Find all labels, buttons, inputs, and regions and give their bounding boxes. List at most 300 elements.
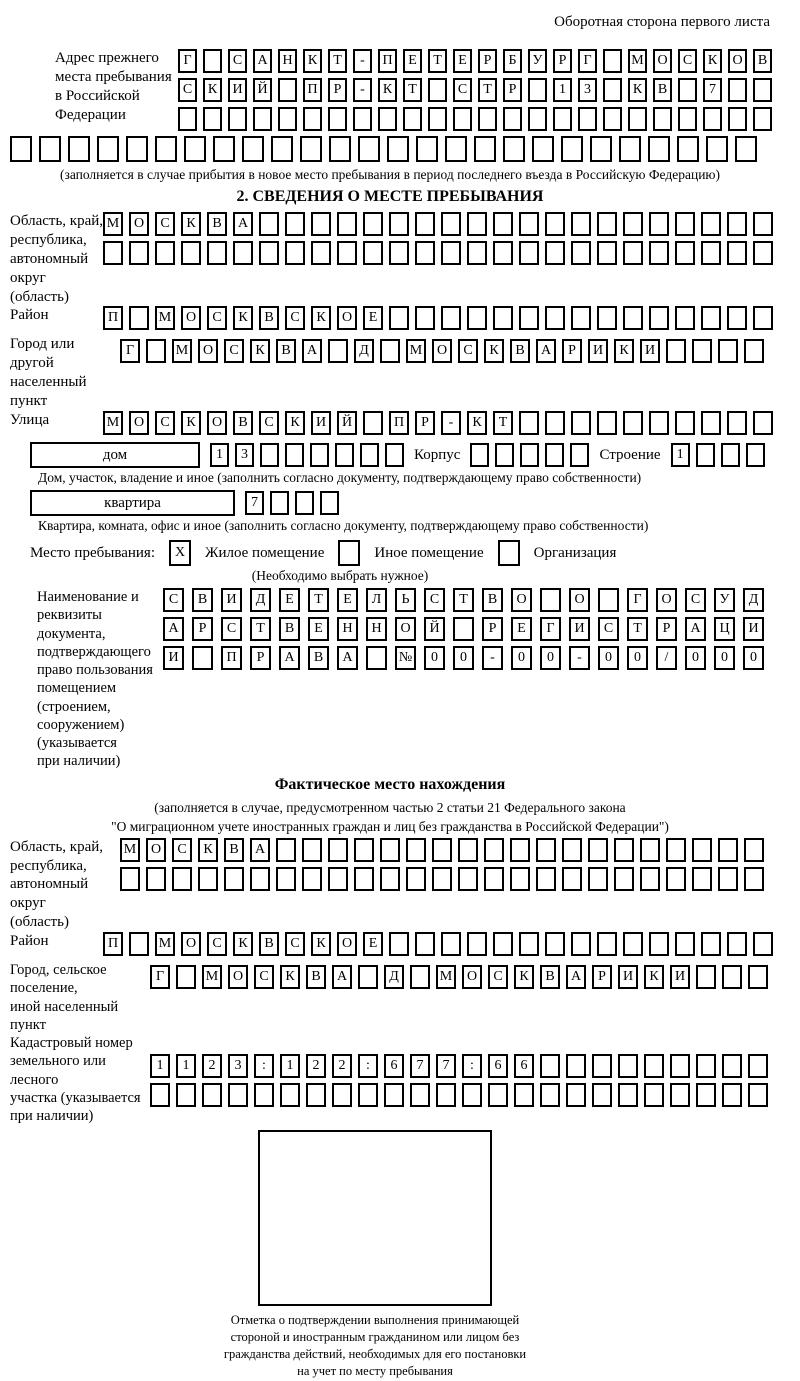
char-cell[interactable]: 0	[627, 646, 648, 670]
char-cell[interactable]	[403, 107, 422, 131]
char-cell[interactable]	[259, 241, 279, 265]
char-cell[interactable]	[458, 838, 478, 862]
char-cell[interactable]	[228, 107, 247, 131]
char-cell[interactable]: Г	[120, 339, 140, 363]
char-cell[interactable]	[718, 339, 738, 363]
char-cell[interactable]	[753, 306, 773, 330]
char-cell[interactable]: Е	[308, 617, 329, 641]
char-cell[interactable]	[718, 838, 738, 862]
char-cell[interactable]: К	[198, 838, 218, 862]
char-cell[interactable]: Р	[482, 617, 503, 641]
char-cell[interactable]: К	[233, 306, 253, 330]
char-cell[interactable]	[207, 241, 227, 265]
char-cell[interactable]	[360, 443, 379, 467]
char-cell[interactable]: 0	[453, 646, 474, 670]
char-cell[interactable]: 7	[436, 1054, 456, 1078]
char-cell[interactable]	[363, 212, 383, 236]
char-cell[interactable]	[540, 1083, 560, 1107]
char-cell[interactable]	[213, 136, 235, 162]
residence-checkbox-org[interactable]	[498, 540, 520, 566]
char-cell[interactable]	[335, 443, 354, 467]
char-cell[interactable]	[696, 965, 716, 989]
char-cell[interactable]: И	[221, 588, 242, 612]
char-cell[interactable]: П	[103, 932, 123, 956]
char-cell[interactable]: №	[395, 646, 416, 670]
char-cell[interactable]	[614, 838, 634, 862]
char-cell[interactable]	[176, 1083, 196, 1107]
char-cell[interactable]	[566, 1054, 586, 1078]
char-cell[interactable]: 1	[671, 443, 690, 467]
char-cell[interactable]: Р	[192, 617, 213, 641]
char-cell[interactable]	[675, 241, 695, 265]
char-cell[interactable]: П	[378, 49, 397, 73]
char-cell[interactable]: В	[540, 965, 560, 989]
char-cell[interactable]	[270, 491, 289, 515]
char-cell[interactable]: Р	[656, 617, 677, 641]
char-cell[interactable]	[285, 443, 304, 467]
char-cell[interactable]	[129, 306, 149, 330]
char-cell[interactable]: А	[233, 212, 253, 236]
char-cell[interactable]	[280, 1083, 300, 1107]
char-cell[interactable]: И	[163, 646, 184, 670]
char-cell[interactable]	[484, 867, 504, 891]
char-cell[interactable]	[545, 932, 565, 956]
char-cell[interactable]	[428, 107, 447, 131]
char-cell[interactable]: О	[181, 932, 201, 956]
char-cell[interactable]: О	[432, 339, 452, 363]
char-cell[interactable]: К	[181, 411, 201, 435]
char-cell[interactable]: И	[640, 339, 660, 363]
char-cell[interactable]	[692, 867, 712, 891]
char-cell[interactable]	[416, 136, 438, 162]
char-cell[interactable]	[562, 867, 582, 891]
char-cell[interactable]: О	[129, 411, 149, 435]
char-cell[interactable]	[696, 443, 715, 467]
char-cell[interactable]	[172, 867, 192, 891]
char-cell[interactable]	[328, 838, 348, 862]
char-cell[interactable]	[300, 136, 322, 162]
char-cell[interactable]	[453, 617, 474, 641]
char-cell[interactable]	[653, 107, 672, 131]
char-cell[interactable]	[727, 306, 747, 330]
char-cell[interactable]	[748, 1054, 768, 1078]
char-cell[interactable]	[467, 932, 487, 956]
char-cell[interactable]	[259, 212, 279, 236]
char-cell[interactable]	[358, 136, 380, 162]
char-cell[interactable]: А	[163, 617, 184, 641]
char-cell[interactable]: Г	[540, 617, 561, 641]
char-cell[interactable]: К	[378, 78, 397, 102]
char-cell[interactable]: Д	[743, 588, 764, 612]
char-cell[interactable]	[735, 136, 757, 162]
char-cell[interactable]	[570, 443, 589, 467]
char-cell[interactable]	[146, 339, 166, 363]
char-cell[interactable]	[276, 867, 296, 891]
char-cell[interactable]: Ь	[395, 588, 416, 612]
char-cell[interactable]	[677, 136, 699, 162]
char-cell[interactable]: Т	[403, 78, 422, 102]
char-cell[interactable]: К	[233, 932, 253, 956]
char-cell[interactable]	[441, 241, 461, 265]
char-cell[interactable]: С	[285, 932, 305, 956]
char-cell[interactable]: 3	[578, 78, 597, 102]
char-cell[interactable]	[545, 306, 565, 330]
char-cell[interactable]: А	[337, 646, 358, 670]
char-cell[interactable]	[306, 1083, 326, 1107]
char-cell[interactable]: 1	[150, 1054, 170, 1078]
char-cell[interactable]	[746, 443, 765, 467]
char-cell[interactable]	[623, 411, 643, 435]
char-cell[interactable]	[744, 339, 764, 363]
char-cell[interactable]	[467, 241, 487, 265]
char-cell[interactable]	[363, 411, 383, 435]
char-cell[interactable]	[649, 411, 669, 435]
char-cell[interactable]	[311, 241, 331, 265]
char-cell[interactable]	[380, 867, 400, 891]
char-cell[interactable]	[285, 241, 305, 265]
char-cell[interactable]	[640, 867, 660, 891]
char-cell[interactable]	[432, 867, 452, 891]
char-cell[interactable]: И	[743, 617, 764, 641]
char-cell[interactable]	[493, 306, 513, 330]
char-cell[interactable]: В	[510, 339, 530, 363]
char-cell[interactable]	[701, 411, 721, 435]
char-cell[interactable]: К	[280, 965, 300, 989]
char-cell[interactable]	[493, 932, 513, 956]
char-cell[interactable]: 1	[280, 1054, 300, 1078]
char-cell[interactable]	[503, 136, 525, 162]
char-cell[interactable]	[441, 932, 461, 956]
char-cell[interactable]	[675, 932, 695, 956]
char-cell[interactable]	[718, 867, 738, 891]
char-cell[interactable]: Д	[250, 588, 271, 612]
char-cell[interactable]: 6	[488, 1054, 508, 1078]
char-cell[interactable]	[623, 306, 643, 330]
char-cell[interactable]: Т	[308, 588, 329, 612]
char-cell[interactable]: 7	[410, 1054, 430, 1078]
char-cell[interactable]	[493, 212, 513, 236]
char-cell[interactable]: Е	[403, 49, 422, 73]
char-cell[interactable]: Г	[578, 49, 597, 73]
char-cell[interactable]	[618, 1054, 638, 1078]
char-cell[interactable]	[540, 588, 561, 612]
char-cell[interactable]: С	[458, 339, 478, 363]
char-cell[interactable]	[311, 212, 331, 236]
char-cell[interactable]	[295, 491, 314, 515]
char-cell[interactable]: 1	[553, 78, 572, 102]
char-cell[interactable]	[385, 443, 404, 467]
char-cell[interactable]	[553, 107, 572, 131]
char-cell[interactable]	[519, 306, 539, 330]
char-cell[interactable]	[536, 867, 556, 891]
residence-checkbox-inoe[interactable]	[338, 540, 360, 566]
char-cell[interactable]	[545, 443, 564, 467]
char-cell[interactable]: А	[685, 617, 706, 641]
char-cell[interactable]	[562, 838, 582, 862]
char-cell[interactable]	[155, 136, 177, 162]
char-cell[interactable]: Р	[553, 49, 572, 73]
char-cell[interactable]: К	[303, 49, 322, 73]
char-cell[interactable]: И	[618, 965, 638, 989]
char-cell[interactable]: 0	[714, 646, 735, 670]
char-cell[interactable]	[458, 867, 478, 891]
char-cell[interactable]	[150, 1083, 170, 1107]
char-cell[interactable]	[320, 491, 339, 515]
char-cell[interactable]	[753, 212, 773, 236]
char-cell[interactable]: О	[337, 306, 357, 330]
char-cell[interactable]	[410, 965, 430, 989]
char-cell[interactable]	[192, 646, 213, 670]
char-cell[interactable]: Н	[278, 49, 297, 73]
char-cell[interactable]: В	[482, 588, 503, 612]
char-cell[interactable]	[623, 241, 643, 265]
char-cell[interactable]: Р	[592, 965, 612, 989]
char-cell[interactable]	[415, 241, 435, 265]
char-cell[interactable]	[578, 107, 597, 131]
char-cell[interactable]	[598, 588, 619, 612]
char-cell[interactable]	[462, 1083, 482, 1107]
char-cell[interactable]	[571, 241, 591, 265]
dom-type-field[interactable]: дом	[30, 442, 200, 468]
char-cell[interactable]	[678, 107, 697, 131]
char-cell[interactable]	[488, 1083, 508, 1107]
char-cell[interactable]	[706, 136, 728, 162]
char-cell[interactable]: 1	[176, 1054, 196, 1078]
char-cell[interactable]	[670, 1054, 690, 1078]
char-cell[interactable]	[748, 1083, 768, 1107]
char-cell[interactable]	[519, 241, 539, 265]
char-cell[interactable]	[415, 932, 435, 956]
char-cell[interactable]	[675, 212, 695, 236]
char-cell[interactable]	[415, 306, 435, 330]
char-cell[interactable]: В	[753, 49, 772, 73]
char-cell[interactable]: Е	[279, 588, 300, 612]
char-cell[interactable]	[146, 867, 166, 891]
char-cell[interactable]: С	[221, 617, 242, 641]
char-cell[interactable]	[441, 306, 461, 330]
char-cell[interactable]: В	[259, 306, 279, 330]
char-cell[interactable]	[666, 867, 686, 891]
char-cell[interactable]	[228, 1083, 248, 1107]
char-cell[interactable]	[250, 867, 270, 891]
char-cell[interactable]	[278, 107, 297, 131]
char-cell[interactable]	[302, 838, 322, 862]
char-cell[interactable]: В	[224, 838, 244, 862]
char-cell[interactable]	[701, 306, 721, 330]
char-cell[interactable]: К	[203, 78, 222, 102]
char-cell[interactable]	[648, 136, 670, 162]
char-cell[interactable]: С	[228, 49, 247, 73]
char-cell[interactable]: В	[207, 212, 227, 236]
char-cell[interactable]	[380, 838, 400, 862]
char-cell[interactable]: К	[250, 339, 270, 363]
char-cell[interactable]: С	[685, 588, 706, 612]
char-cell[interactable]	[588, 838, 608, 862]
char-cell[interactable]	[597, 241, 617, 265]
char-cell[interactable]: Н	[337, 617, 358, 641]
char-cell[interactable]: И	[311, 411, 331, 435]
char-cell[interactable]	[302, 867, 322, 891]
char-cell[interactable]: О	[653, 49, 672, 73]
char-cell[interactable]	[198, 867, 218, 891]
char-cell[interactable]: Й	[424, 617, 445, 641]
char-cell[interactable]: 7	[703, 78, 722, 102]
char-cell[interactable]	[753, 78, 772, 102]
char-cell[interactable]: О	[511, 588, 532, 612]
char-cell[interactable]	[503, 107, 522, 131]
char-cell[interactable]	[495, 443, 514, 467]
char-cell[interactable]	[744, 867, 764, 891]
char-cell[interactable]: С	[254, 965, 274, 989]
char-cell[interactable]	[561, 136, 583, 162]
char-cell[interactable]	[406, 838, 426, 862]
char-cell[interactable]	[254, 1083, 274, 1107]
char-cell[interactable]	[571, 212, 591, 236]
char-cell[interactable]: 0	[424, 646, 445, 670]
char-cell[interactable]	[721, 443, 740, 467]
char-cell[interactable]: Д	[384, 965, 404, 989]
char-cell[interactable]	[666, 339, 686, 363]
char-cell[interactable]	[566, 1083, 586, 1107]
char-cell[interactable]: Б	[503, 49, 522, 73]
char-cell[interactable]	[597, 932, 617, 956]
char-cell[interactable]: С	[178, 78, 197, 102]
char-cell[interactable]: В	[653, 78, 672, 102]
char-cell[interactable]: О	[228, 965, 248, 989]
char-cell[interactable]: 7	[245, 491, 264, 515]
char-cell[interactable]	[727, 932, 747, 956]
char-cell[interactable]	[129, 932, 149, 956]
char-cell[interactable]: 0	[511, 646, 532, 670]
char-cell[interactable]: Т	[428, 49, 447, 73]
char-cell[interactable]	[753, 241, 773, 265]
char-cell[interactable]	[276, 838, 296, 862]
char-cell[interactable]: Л	[366, 588, 387, 612]
char-cell[interactable]	[328, 339, 348, 363]
char-cell[interactable]: О	[337, 932, 357, 956]
char-cell[interactable]	[328, 867, 348, 891]
char-cell[interactable]	[474, 136, 496, 162]
char-cell[interactable]	[478, 107, 497, 131]
char-cell[interactable]: А	[566, 965, 586, 989]
char-cell[interactable]: 6	[514, 1054, 534, 1078]
char-cell[interactable]: С	[488, 965, 508, 989]
char-cell[interactable]	[415, 212, 435, 236]
char-cell[interactable]: О	[462, 965, 482, 989]
char-cell[interactable]	[310, 443, 329, 467]
char-cell[interactable]: О	[207, 411, 227, 435]
char-cell[interactable]: Т	[453, 588, 474, 612]
char-cell[interactable]: С	[224, 339, 244, 363]
char-cell[interactable]	[532, 136, 554, 162]
char-cell[interactable]	[389, 212, 409, 236]
char-cell[interactable]: 2	[332, 1054, 352, 1078]
char-cell[interactable]	[753, 932, 773, 956]
char-cell[interactable]	[592, 1083, 612, 1107]
char-cell[interactable]: М	[436, 965, 456, 989]
char-cell[interactable]: К	[467, 411, 487, 435]
char-cell[interactable]	[97, 136, 119, 162]
char-cell[interactable]	[510, 867, 530, 891]
char-cell[interactable]	[410, 1083, 430, 1107]
char-cell[interactable]: С	[453, 78, 472, 102]
char-cell[interactable]	[285, 212, 305, 236]
char-cell[interactable]: К	[514, 965, 534, 989]
char-cell[interactable]	[328, 107, 347, 131]
char-cell[interactable]	[675, 306, 695, 330]
char-cell[interactable]	[597, 212, 617, 236]
char-cell[interactable]: М	[628, 49, 647, 73]
char-cell[interactable]	[354, 838, 374, 862]
char-cell[interactable]	[176, 965, 196, 989]
char-cell[interactable]: 0	[598, 646, 619, 670]
char-cell[interactable]: А	[250, 838, 270, 862]
char-cell[interactable]	[467, 306, 487, 330]
char-cell[interactable]	[278, 78, 297, 102]
char-cell[interactable]	[181, 241, 201, 265]
char-cell[interactable]: Е	[337, 588, 358, 612]
char-cell[interactable]	[703, 107, 722, 131]
char-cell[interactable]: :	[462, 1054, 482, 1078]
char-cell[interactable]	[649, 306, 669, 330]
char-cell[interactable]: И	[569, 617, 590, 641]
char-cell[interactable]: О	[656, 588, 677, 612]
char-cell[interactable]: Р	[478, 49, 497, 73]
char-cell[interactable]: В	[233, 411, 253, 435]
char-cell[interactable]: Р	[250, 646, 271, 670]
char-cell[interactable]	[271, 136, 293, 162]
char-cell[interactable]: Й	[253, 78, 272, 102]
char-cell[interactable]	[727, 212, 747, 236]
char-cell[interactable]: С	[598, 617, 619, 641]
char-cell[interactable]	[253, 107, 272, 131]
char-cell[interactable]: И	[588, 339, 608, 363]
char-cell[interactable]	[242, 136, 264, 162]
char-cell[interactable]: Р	[562, 339, 582, 363]
char-cell[interactable]: 0	[743, 646, 764, 670]
char-cell[interactable]	[484, 838, 504, 862]
char-cell[interactable]: М	[103, 411, 123, 435]
char-cell[interactable]: 0	[540, 646, 561, 670]
char-cell[interactable]: К	[614, 339, 634, 363]
char-cell[interactable]: О	[569, 588, 590, 612]
char-cell[interactable]	[623, 932, 643, 956]
char-cell[interactable]	[753, 411, 773, 435]
char-cell[interactable]	[728, 78, 747, 102]
char-cell[interactable]	[39, 136, 61, 162]
char-cell[interactable]	[467, 212, 487, 236]
char-cell[interactable]: Р	[503, 78, 522, 102]
char-cell[interactable]: В	[306, 965, 326, 989]
char-cell[interactable]	[432, 838, 452, 862]
char-cell[interactable]: Д	[354, 339, 374, 363]
char-cell[interactable]	[545, 212, 565, 236]
char-cell[interactable]: К	[181, 212, 201, 236]
char-cell[interactable]	[428, 78, 447, 102]
char-cell[interactable]	[692, 339, 712, 363]
char-cell[interactable]	[701, 932, 721, 956]
char-cell[interactable]: О	[181, 306, 201, 330]
char-cell[interactable]: О	[129, 212, 149, 236]
char-cell[interactable]	[519, 212, 539, 236]
char-cell[interactable]	[528, 78, 547, 102]
char-cell[interactable]	[545, 241, 565, 265]
char-cell[interactable]	[358, 965, 378, 989]
char-cell[interactable]	[722, 1083, 742, 1107]
char-cell[interactable]	[603, 49, 622, 73]
char-cell[interactable]: Т	[478, 78, 497, 102]
char-cell[interactable]	[614, 867, 634, 891]
